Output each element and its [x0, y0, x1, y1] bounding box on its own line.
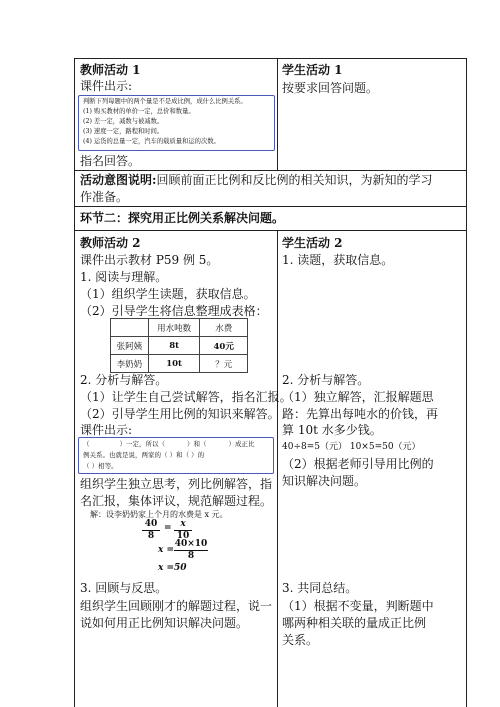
intent-text: 回顾前面正比例和反比例的相关知识，为新知的学习	[156, 173, 433, 187]
teacher2-line: （2）引导学生将信息整理成表格：	[80, 304, 268, 318]
intent-line-2: 作准备。	[80, 190, 129, 204]
intent-line-1	[80, 172, 432, 188]
teacher2-line: 1. 阅读与理解。	[80, 270, 168, 284]
table-border-left	[74, 58, 75, 707]
teacher2-line: 课件出示:	[80, 423, 133, 437]
student-activity-2-title: 学生活动 2	[282, 236, 343, 250]
row-divider-3	[74, 230, 467, 231]
column-divider-2	[277, 230, 278, 707]
teacher2-line: （2）引导学生用比例的知识来解答。	[80, 407, 280, 421]
section-2-heading: 环节二：探究用正比例关系解决问题。	[80, 211, 285, 225]
box-text: ）一定，所以（	[119, 440, 165, 448]
courseware-box-1	[78, 95, 275, 151]
student2-calculation: 40÷8=5（元） 10×5=50（元）	[282, 442, 421, 452]
box-row: 判断下列每题中的两个量是不是成比例，成什么比例关系。	[83, 98, 247, 105]
water-fee-table	[110, 318, 248, 373]
eq1-left-fraction	[142, 519, 160, 542]
fraction-numerator: 40	[144, 519, 158, 529]
teacher2-line: 3. 回顾与反思。	[80, 581, 168, 595]
student2-line: 知识解决问题。	[282, 474, 367, 488]
eq2-fraction	[174, 539, 208, 562]
box-row: (1) 购买教材的单价一定，总价和数量。	[83, 108, 195, 115]
column-divider-1	[277, 58, 278, 170]
student2-line: 3. 共同总结。	[282, 581, 358, 595]
box-row: (3) 速度一定，路程和时间。	[83, 128, 164, 135]
table-cell: ？元	[200, 355, 248, 373]
eq3: x =50	[158, 563, 187, 573]
eq1-equals: =	[164, 523, 172, 533]
fraction-numerator: 40×10	[174, 539, 208, 549]
fraction-denominator: 8	[187, 551, 195, 561]
teacher2-line: 名汇报，集体评议，规范解题过程。	[80, 494, 273, 508]
teacher-activity-2-title: 教师活动 2	[80, 236, 141, 250]
box-row	[79, 438, 273, 450]
teacher2-line: （1）让学生自己尝试解答，指名汇报。	[80, 390, 292, 404]
teacher2-line: 组织学生独立思考，列比例解答，指	[80, 477, 273, 491]
table-cell: 水费	[200, 319, 248, 337]
eq2-lhs: x =	[158, 545, 175, 555]
table-border-top	[74, 58, 467, 59]
teacher2-line: 说如何用正比例知识解决问题。	[80, 616, 249, 630]
box-row: (2) 差一定，减数与被减数。	[83, 118, 164, 125]
courseware-box-2	[78, 437, 274, 474]
table-cell: 用水吨数	[148, 319, 200, 337]
teacher2-line: 课件出示教材 P59 例 5。	[80, 253, 219, 267]
table-header-row	[111, 319, 248, 337]
student2-line: 2. 分析与解答。	[282, 373, 370, 387]
teacher2-line: 组织学生回顾刚才的解题过程，说一	[80, 599, 273, 613]
box-text: （	[83, 440, 90, 448]
solution-line: 解：设李奶奶家上个月的水费是 x 元。	[90, 510, 228, 519]
box-row: 例关系。也就是说，两家的（ ）和（ ）的	[83, 451, 205, 459]
table-row	[111, 337, 248, 355]
teacher-answer-text: 指名回答。	[80, 154, 141, 168]
table-border-right	[466, 58, 467, 707]
student-activity-1-text: 按要求回答问题。	[282, 81, 379, 95]
table-cell: 李奶奶	[111, 355, 149, 373]
fraction-numerator: x	[180, 519, 186, 529]
box-text: ）和（	[187, 440, 207, 448]
table-cell: 张阿姨	[111, 337, 149, 355]
teacher2-line: （1）组织学生读题，获取信息。	[80, 287, 256, 301]
row-divider-1	[74, 170, 467, 171]
fraction-denominator: 8	[147, 531, 155, 541]
row-divider-2	[74, 206, 467, 207]
box-row: （ ）相等。	[83, 462, 118, 470]
student2-line: 路：先算出每吨水的价钱，再	[282, 407, 439, 421]
student2-line: 算 10t 水多少钱。	[282, 423, 382, 437]
table-cell: 8t	[148, 337, 200, 355]
table-cell	[111, 319, 149, 337]
courseware-show-label: 课件出示:	[80, 79, 133, 93]
student2-line: 1. 读题，获取信息。	[282, 253, 394, 267]
box-row: (4) 运货的总量一定，汽车的载质量和运的次数。	[83, 138, 220, 145]
student-activity-1-title: 学生活动 1	[282, 63, 343, 77]
table-row	[111, 355, 248, 373]
student2-line: （2）根据老师引导用比例的	[282, 457, 434, 471]
fraction-denominator: 10	[176, 531, 190, 541]
table-cell: 40元	[200, 337, 248, 355]
teacher-activity-1-title: 教师活动 1	[80, 63, 141, 77]
table-cell: 10t	[148, 355, 200, 373]
teacher2-line: 2. 分析与解答。	[80, 373, 168, 387]
student2-line: （1）独立解答，汇报解题思	[282, 390, 434, 404]
student2-line: （1）根据不变量，判断题中	[282, 599, 434, 613]
box-text: ）成正比	[228, 440, 255, 448]
student2-line: 哪两种相关联的量成正比例	[282, 616, 427, 630]
intent-label: 活动意图说明:	[80, 173, 157, 187]
student2-line: 关系。	[282, 633, 319, 647]
